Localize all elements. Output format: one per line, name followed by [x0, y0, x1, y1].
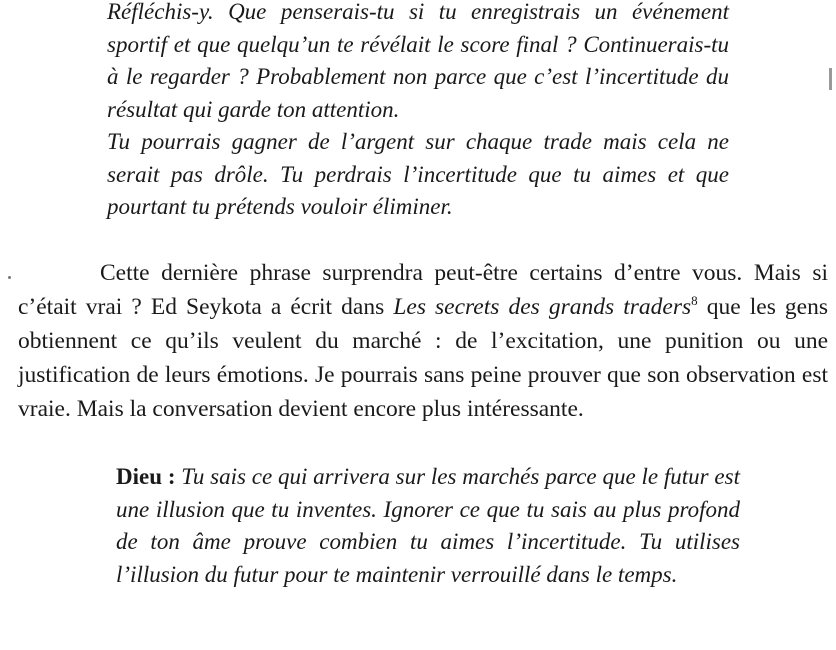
dialogue-paragraph [116, 461, 740, 591]
body-paragraph [18, 256, 828, 426]
body-text-part-2: que les gens obtiennent ce qu’ils veulent du marché : de l’excitation, une punition ou une justification de leurs émotions. Je pourrais sans peine prouver que son observation est vraie. Mais la conversation devient encore plus intéressante. [18, 294, 828, 422]
body-paragraph-text [18, 256, 828, 426]
speaker-label: Dieu : [116, 464, 176, 489]
quote-block-top [107, 0, 729, 224]
quote-block-bottom [116, 461, 740, 591]
book-title: Les secrets des grands traders [393, 294, 692, 320]
dialogue-text: Tu sais ce qui arrivera sur les marchés parce que le futur est une illusion que tu inventes. Ignorer ce que tu sais au plus profond de ton âme prouve combien tu aimes l’incertitude. Tu utilises l’illusion du futur pour te maintenir verrouillé dans le temps. [116, 464, 740, 587]
quote-paragraph-2: Tu pourrais gagner de l’argent sur chaque trade mais cela ne serait pas drôle. Tu perdrais l’incertitude que tu aimes et que pourtant tu prétends vouloir éliminer. [107, 129, 729, 219]
quote-paragraph-1: Réfléchis-y. Que penserais-tu si tu enregistrais un événement sportif et que quelqu’un te révélait le score final ? Continuerais-tu à le regarder ? Probablement non parce que c’est l’incertitude du résultat qui garde ton attention. [107, 0, 729, 122]
scan-edge-mark [829, 68, 832, 90]
body-text-part-1: Cette dernière phrase surprendra peut-être certains d’entre vous. Mais si c’était vrai ? Ed Seykota a écrit dans [18, 260, 828, 320]
scan-speck [8, 276, 11, 279]
footnote-marker: 8 [691, 293, 698, 309]
